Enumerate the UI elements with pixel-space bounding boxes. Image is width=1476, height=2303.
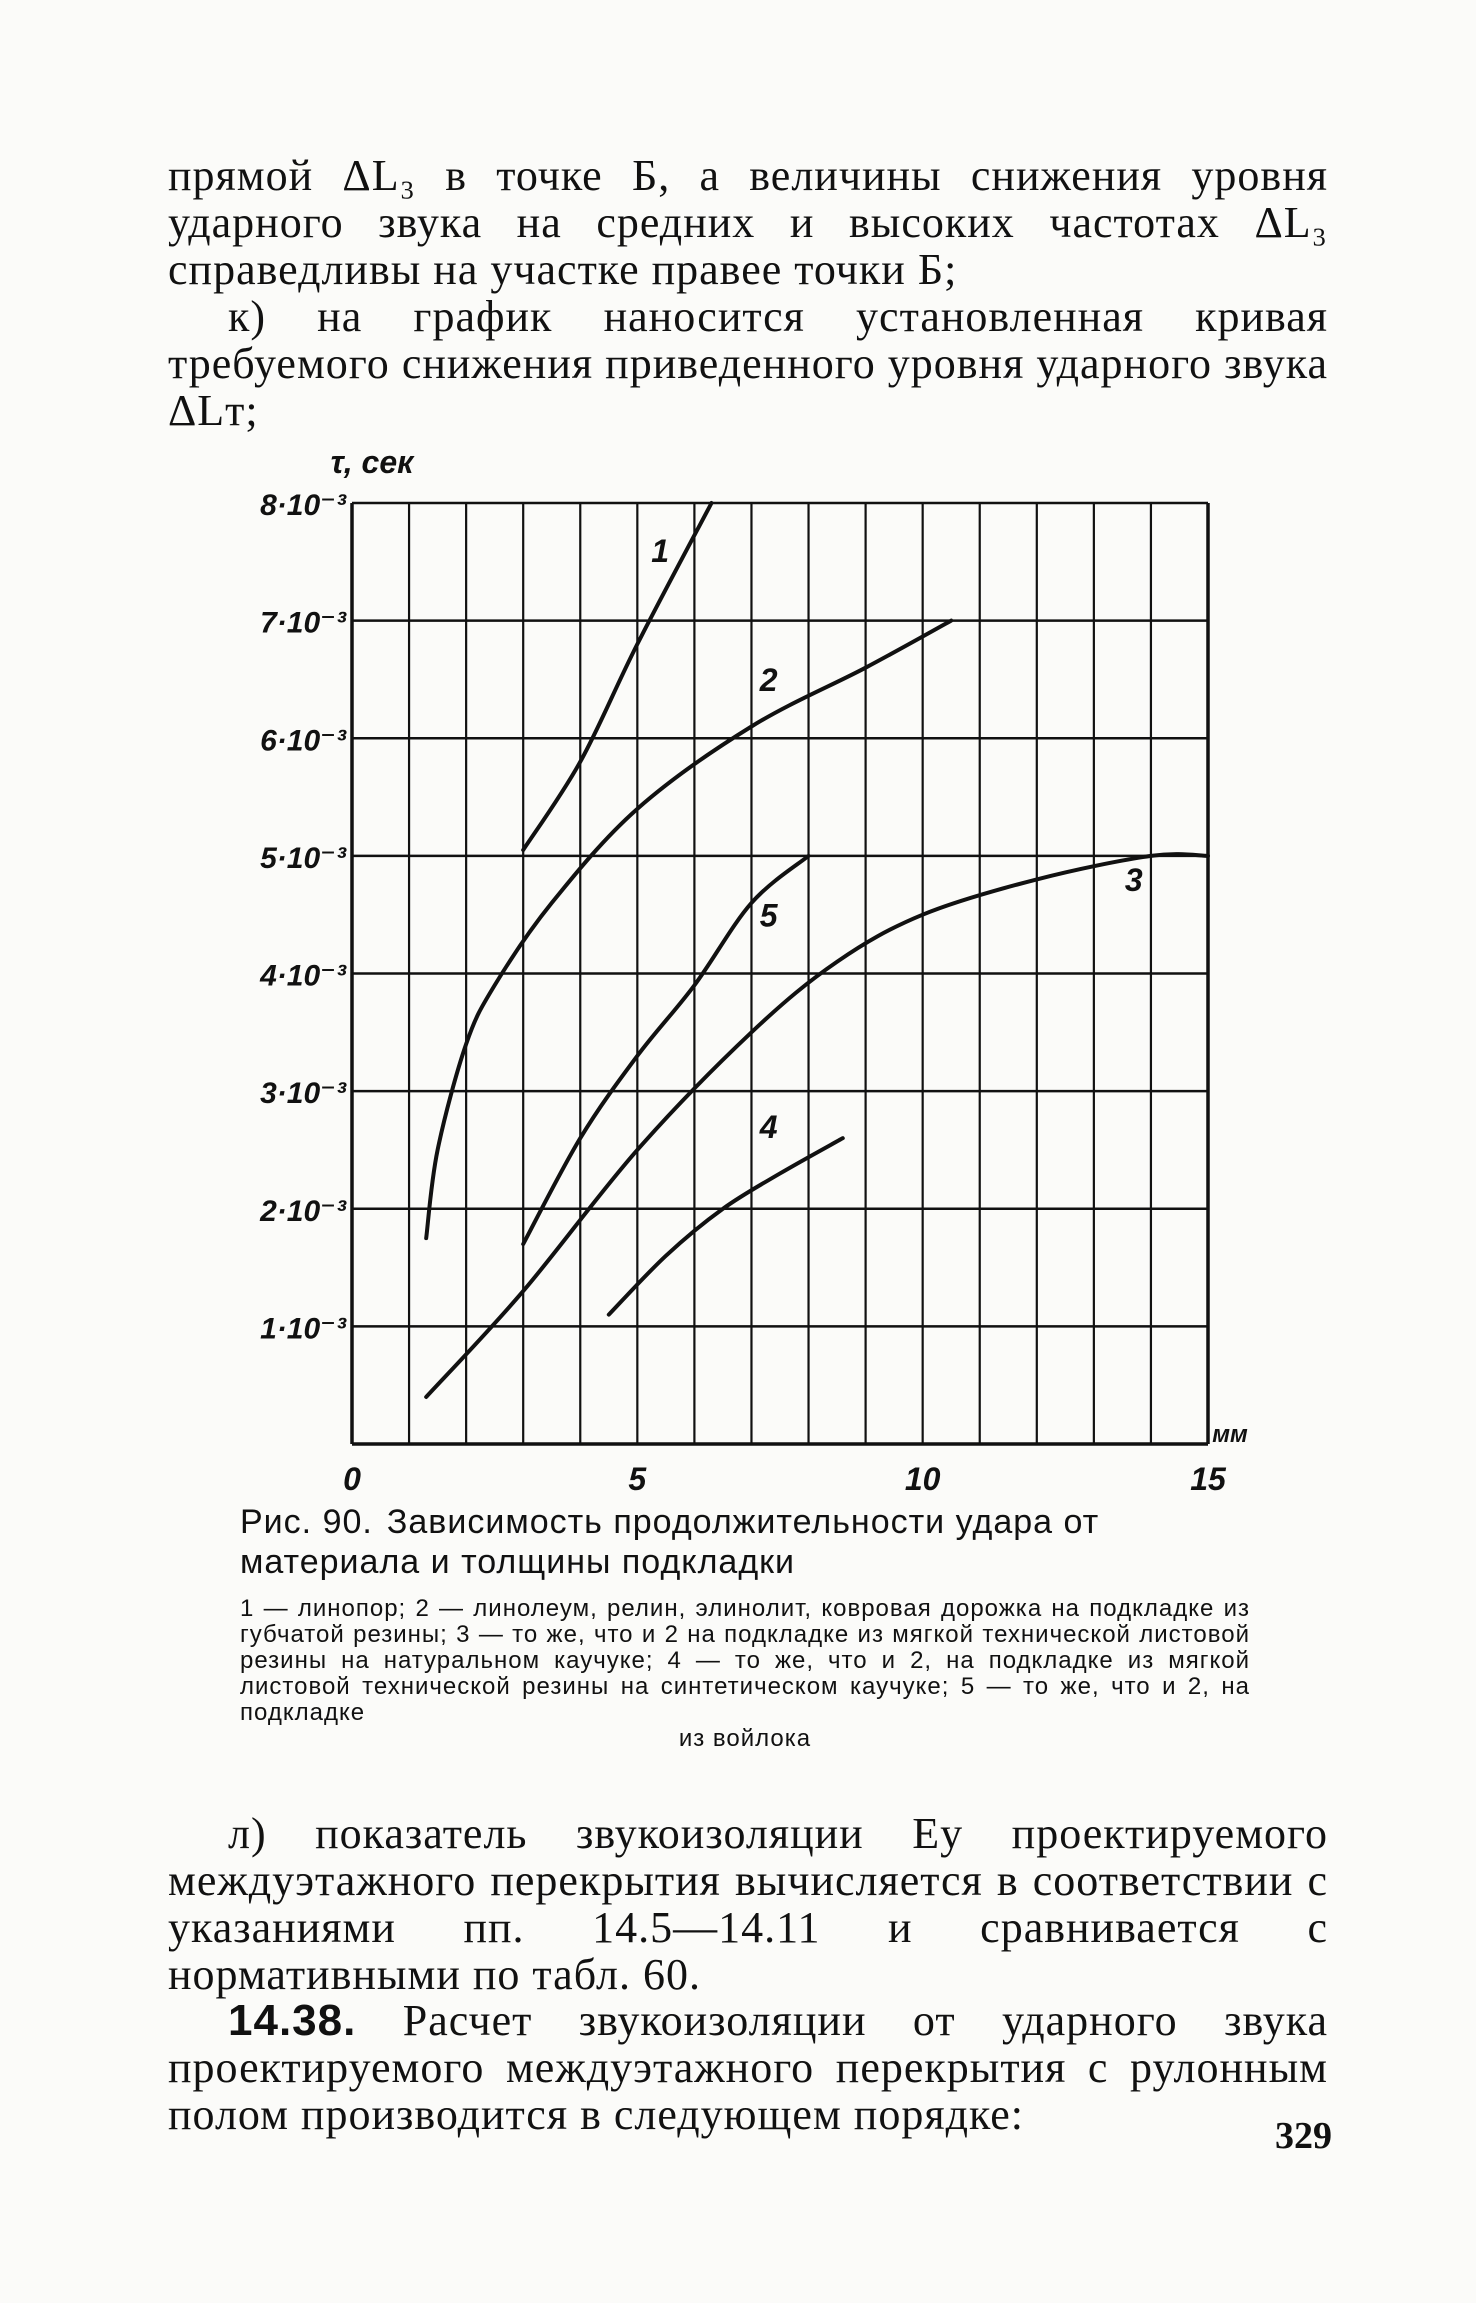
- curve-label-5: 5: [759, 897, 778, 934]
- legend-text: 1 — линопор; 2 — линолеум, релин, элинолит, ковровая дорожка на подкладке из губчатой резины; 3 — то же, что и 2 на подкладке из мягкой технической листовой резины на натуральном каучуке; 4 — то же, что и 2, на подкладке из мягкой листовой технической резины на синтетическом каучуке; 5 — то же, что и 2, на подкладке: [240, 1595, 1250, 1726]
- paragraph-item-k: к) на график наносится установленная кривая требуемого снижения приведенного уровня ударного звука ΔLт;: [168, 292, 1328, 435]
- curve-label-1: 1: [651, 532, 670, 569]
- figure-caption: [240, 1502, 1280, 1582]
- x-tick-label: 5: [628, 1461, 647, 1497]
- y-tick-label: 5·10⁻³: [260, 841, 346, 875]
- figure-legend: [240, 1596, 1250, 1752]
- x-tick-label: 0: [343, 1461, 361, 1497]
- paragraph-item-l: л) показатель звукоизоляции Eу проектируемого междуэтажного перекрытия вычисляется в соответствии с указаниями пп. 14.5—14.11 и сравнивается с нормативными по табл. 60.: [168, 1809, 1328, 1999]
- series-line-2: [426, 621, 951, 1239]
- y-tick-label: 6·10⁻³: [260, 724, 346, 758]
- curve-label-4: 4: [759, 1109, 778, 1146]
- paragraph-section-14-38: [168, 1997, 1328, 2138]
- y-axis-label: τ, сек: [330, 444, 414, 480]
- y-tick-label: 7·10⁻³: [260, 606, 346, 640]
- curve-label-2: 2: [759, 662, 778, 699]
- section-number: 14.38.: [228, 1996, 357, 2045]
- y-tick-label: 4·10⁻³: [260, 959, 346, 993]
- series-line-1: [523, 503, 711, 850]
- page-number: 329: [1275, 2115, 1332, 2157]
- legend-text-last: из войлока: [678, 1725, 812, 1752]
- paragraph-continuation: прямой ΔL₃ в точке Б, а величины снижения уровня ударного звука на средних и высоких частотах ΔL₃ справедливы на участке правее точки Б;: [168, 151, 1328, 294]
- y-tick-label: 8·10⁻³: [260, 489, 346, 522]
- y-tick-label: 3·10⁻³: [260, 1077, 346, 1111]
- x-tick-label: 10: [904, 1461, 941, 1497]
- section-text: Расчет звукоизоляции от ударного звука проектируемого междуэтажного перекрытия с рулонным полом производится в следующем порядке:: [168, 1996, 1328, 2139]
- curve-label-3: 3: [1124, 862, 1143, 899]
- x-tick-label: 15: [1190, 1461, 1226, 1497]
- y-tick-label: 2·10⁻³: [260, 1194, 346, 1228]
- y-tick-label: 1·10⁻³: [260, 1312, 346, 1346]
- figure-label: Рис. 90.: [240, 1503, 373, 1541]
- figure-title: Зависимость продолжительности удара от материала и толщины подкладки: [240, 1503, 1100, 1581]
- figure-chart: [230, 440, 1250, 1500]
- x-axis-label: мм: [1212, 1421, 1248, 1448]
- series-line-3: [426, 854, 1208, 1397]
